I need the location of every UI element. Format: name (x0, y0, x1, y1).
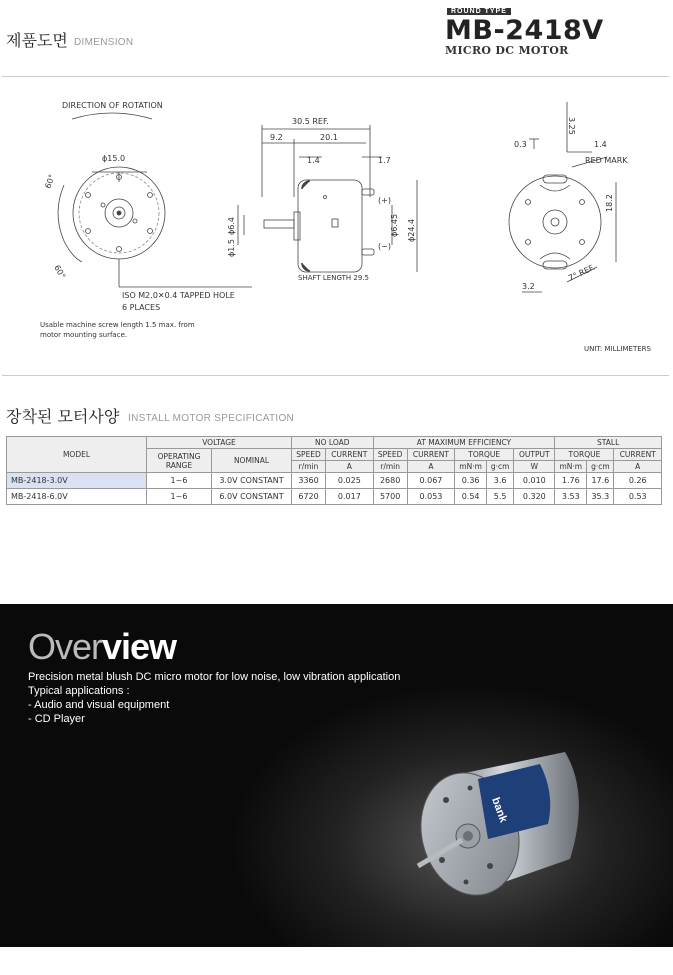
th-me-output: OUTPUT (514, 449, 555, 461)
table-cell: 35.3 (587, 489, 614, 505)
table-cell: 5700 (373, 489, 407, 505)
table-cell: 6.0V CONSTANT (212, 489, 292, 505)
dim-9-2: 9.2 (270, 133, 283, 142)
screw-note-line2: motor mounting surface. (40, 331, 128, 339)
dimension-drawing (2, 77, 669, 377)
motor-label-brand: bank (489, 795, 510, 825)
model-title: MB-2418V (445, 15, 604, 46)
dim-phi6-45: ϕ6.45 (390, 213, 399, 237)
dim-30-5-ref: 30.5 REF. (292, 117, 329, 126)
dim-angle-60b: 60° (52, 263, 68, 281)
section-title-dimension-ko: 제품도면 (6, 31, 68, 50)
table-row (7, 489, 662, 505)
dim-3-2: 3.2 (522, 282, 535, 291)
screw-note-line1: Usable machine screw length 1.5 max. from (40, 321, 195, 329)
dim-0-3: 0.3 (514, 140, 527, 149)
table-cell: 3360 (292, 473, 326, 489)
table-cell: 3.6 (487, 473, 514, 489)
unit-mnm: mN·m (555, 461, 587, 473)
dim-phi6-4: ϕ6.4 (227, 217, 236, 235)
table-cell: 17.6 (587, 473, 614, 489)
section-title-dimension-en: DIMENSION (74, 37, 134, 48)
th-nominal: NOMINAL (212, 449, 292, 473)
th-maxeff: AT MAXIMUM EFFICIENCY (373, 437, 555, 449)
table-cell: 0.26 (614, 473, 662, 489)
overview-text (28, 670, 400, 726)
overview-line: - CD Player (28, 713, 85, 725)
table-cell: 0.36 (455, 473, 487, 489)
overview-title-light: Over (28, 626, 103, 667)
overview-title-bold: view (102, 626, 177, 667)
unit-w: W (514, 461, 555, 473)
section-title-spec-ko: 장착된 모터사양 (6, 407, 120, 426)
dim-1-4: 1.4 (307, 156, 320, 165)
unit-rmin: r/min (373, 461, 407, 473)
th-model: MODEL (7, 437, 147, 473)
th-stall: STALL (555, 437, 662, 449)
table-row (7, 473, 662, 489)
overview-section (0, 604, 673, 947)
table-cell: MB-2418-3.0V (7, 473, 147, 489)
th-me-current: CURRENT (407, 449, 454, 461)
dimension-drawing-panel (2, 76, 669, 376)
overview-line: Typical applications : (28, 685, 130, 697)
terminal-minus-label: (−) (378, 242, 391, 251)
table-cell: 0.54 (455, 489, 487, 505)
unit-gcm: g·cm (587, 461, 614, 473)
red-mark-label: RED MARK (585, 156, 628, 165)
unit-rmin: r/min (292, 461, 326, 473)
overview-line: Precision metal blush DC micro motor for low noise, low vibration application (28, 671, 401, 683)
table-cell: 1.76 (555, 473, 587, 489)
th-noload: NO LOAD (292, 437, 374, 449)
table-cell: MB-2418-6.0V (7, 489, 147, 505)
unit-gcm: g·cm (487, 461, 514, 473)
unit-a: A (407, 461, 454, 473)
dim-angle-60a: 60° (43, 173, 57, 190)
table-cell: 1~6 (147, 473, 212, 489)
dim-1-4-rear: 1.4 (594, 140, 607, 149)
table-cell: 2680 (373, 473, 407, 489)
model-subtitle: MICRO DC MOTOR (445, 44, 569, 57)
section-title-spec-en: INSTALL MOTOR SPECIFICATION (128, 413, 295, 424)
six-places-label: 6 PLACES (122, 303, 161, 312)
th-nl-current: CURRENT (326, 449, 373, 461)
dim-18-2: 18.2 (605, 194, 614, 212)
iso-tapped-hole-label: ISO M2.0✕0.4 TAPPED HOLE (122, 291, 235, 300)
dim-phi15: ϕ15.0 (102, 154, 126, 163)
direction-of-rotation-label: DIRECTION OF ROTATION (62, 101, 163, 110)
th-me-speed: SPEED (373, 449, 407, 461)
shaft-length-label: SHAFT LENGTH 29.5 (298, 274, 369, 282)
terminal-plus-label: (+) (378, 196, 391, 205)
unit-label: UNIT: MILLIMETERS (584, 345, 651, 353)
dim-20-1: 20.1 (320, 133, 338, 142)
table-cell: 6720 (292, 489, 326, 505)
th-st-torque: TORQUE (555, 449, 614, 461)
header (0, 0, 673, 70)
table-cell: 0.320 (514, 489, 555, 505)
th-nl-speed: SPEED (292, 449, 326, 461)
th-me-torque: TORQUE (455, 449, 514, 461)
table-cell: 3.53 (555, 489, 587, 505)
table-cell: 1~6 (147, 489, 212, 505)
unit-a: A (614, 461, 662, 473)
table-cell: 0.025 (326, 473, 373, 489)
spec-table (6, 436, 662, 505)
dim-7-ref: 7° REF. (567, 262, 597, 283)
table-cell: 0.017 (326, 489, 373, 505)
th-st-current: CURRENT (614, 449, 662, 461)
dim-phi24-4: ϕ24.4 (407, 218, 416, 242)
dim-3-25: 3.25 (567, 117, 576, 135)
overview-title (28, 626, 176, 668)
th-voltage: VOLTAGE (147, 437, 292, 449)
th-oprange: OPERATING RANGE (147, 449, 212, 473)
table-cell: 5.5 (487, 489, 514, 505)
unit-a: A (326, 461, 373, 473)
table-cell: 0.53 (614, 489, 662, 505)
table-cell: 0.010 (514, 473, 555, 489)
table-cell: 0.067 (407, 473, 454, 489)
round-type-badge: ROUND TYPE (447, 8, 511, 15)
unit-mnm: mN·m (455, 461, 487, 473)
table-cell: 3.0V CONSTANT (212, 473, 292, 489)
dim-phi1-5: ϕ1.5 (227, 239, 236, 257)
table-cell: 0.053 (407, 489, 454, 505)
dim-1-7: 1.7 (378, 156, 391, 165)
overview-line: - Audio and visual equipment (28, 699, 170, 711)
